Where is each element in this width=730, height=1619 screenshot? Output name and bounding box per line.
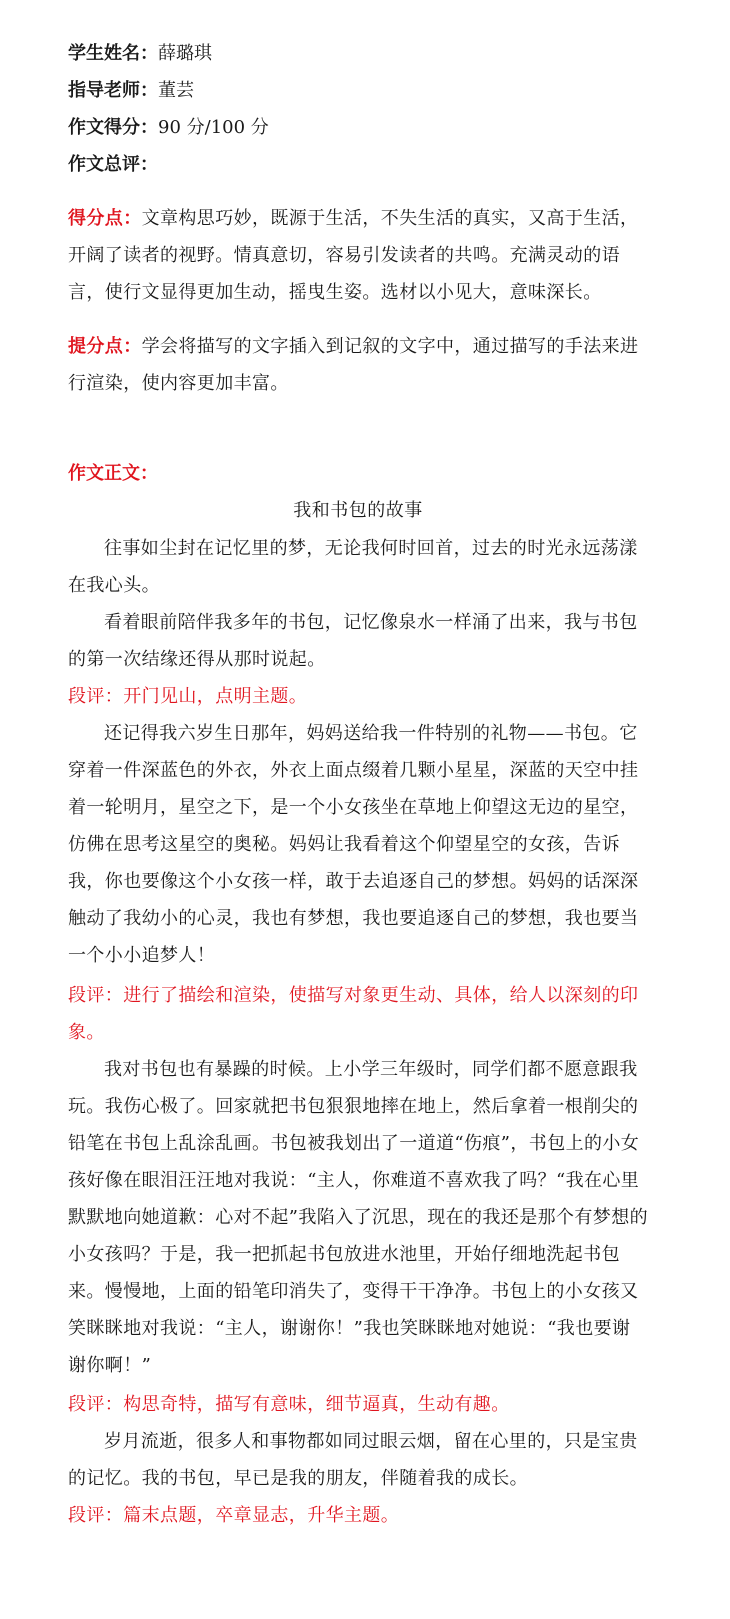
essay-paragraph: 我对书包也有暴躁的时候。上小学三年级时，同学们都不愿意跟我玩。我伤心极了。回家就把书包狠狠地摔在地上，然后拿着一根削尖的铅笔在书包上乱涂乱画。书包被我划出了一道道“伤痕”，书包上的小女孩好像在眼泪汪汪地对我说：“主人，你难道不喜欢我了吗？“我在心里默默地向她道歉：心对不起”我陷入了沉思，现在的我还是那个有梦想的小女孩吗？于是，我一把抓起书包放进水池里，开始仔细地洗起书包来。慢慢地，上面的铅笔印消失了，变得干干净净。书包上的小女孩又笑眯眯地对我说：“主人，谢谢你！”我也笑眯眯地对她说：“我也要谢谢你啊！”	[68, 1059, 648, 1376]
paragraph-comment: 段评：篇末点题，卒章显志，升华主题。	[68, 1505, 400, 1526]
teacher-row	[68, 79, 194, 103]
teacher-label: 指导老师：	[68, 80, 158, 101]
improvement-points-text: 学会将描写的文字插入到记叙的文字中，通过描写的手法来进行渲染，使内容更加丰富。	[68, 336, 639, 394]
essay-paragraph: 往事如尘封在记忆里的梦，无论我何时回首，过去的时光永远荡漾在我心头。	[68, 538, 638, 596]
scoring-points-text: 文章构思巧妙，既源于生活，不失生活的真实，又高于生活，开阔了读者的视野。情真意切，容易引发读者的共鸣。充满灵动的语言，使行文显得更加生动，摇曳生姿。选材以小见大，意味深长。	[68, 208, 639, 303]
scoring-points	[68, 200, 648, 311]
essay-section-label: 作文正文：	[68, 463, 158, 484]
paragraph-comment: 段评：开门见山，点明主题。	[68, 686, 308, 707]
essay-paragraph: 还记得我六岁生日那年，妈妈送给我一件特别的礼物——书包。它穿着一件深蓝色的外衣，外衣上面点缀着几颗小星星，深蓝的天空中挂着一轮明月，星空之下，是一个小女孩坐在草地上仰望这无边的星空，仿佛在思考这星空的奥秘。妈妈让我看着这个仰望星空的女孩，告诉我，你也要像这个小女孩一样，敢于去追逐自己的梦想。妈妈的话深深触动了我幼小的心灵，我也有梦想，我也要追逐自己的梦想，我也要当一个小小追梦人！	[68, 723, 639, 966]
student-name-label: 学生姓名：	[68, 43, 158, 64]
paragraph-comment: 段评：进行了描绘和渲染，使描写对象更生动、具体，给人以深刻的印象。	[68, 985, 639, 1043]
essay-paragraph: 看着眼前陪伴我多年的书包，记忆像泉水一样涌了出来，我与书包的第一次结缘还得从那时说起。	[68, 612, 638, 670]
essay-paragraph: 岁月流逝，很多人和事物都如同过眼云烟，留在心里的，只是宝贵的记忆。我的书包，早已是我的朋友，伴随着我的成长。	[68, 1431, 638, 1489]
improvement-points-label: 提分点：	[68, 336, 142, 357]
paragraph-comment: 段评：构思奇特，描写有意味，细节逼真，生动有趣。	[68, 1394, 510, 1415]
improvement-points	[68, 328, 648, 402]
score-label: 作文得分：	[68, 117, 158, 138]
overall-comment-label: 作文总评：	[68, 154, 158, 175]
essay-title: 我和书包的故事	[293, 500, 423, 521]
score-row	[68, 116, 269, 140]
student-name-value: 薛璐琪	[158, 43, 212, 64]
score-value: 90 分/100 分	[158, 117, 269, 138]
student-name-row	[68, 42, 212, 66]
scoring-points-label: 得分点：	[68, 208, 142, 229]
teacher-value: 董芸	[158, 80, 194, 101]
overall-comment-row	[68, 153, 158, 177]
